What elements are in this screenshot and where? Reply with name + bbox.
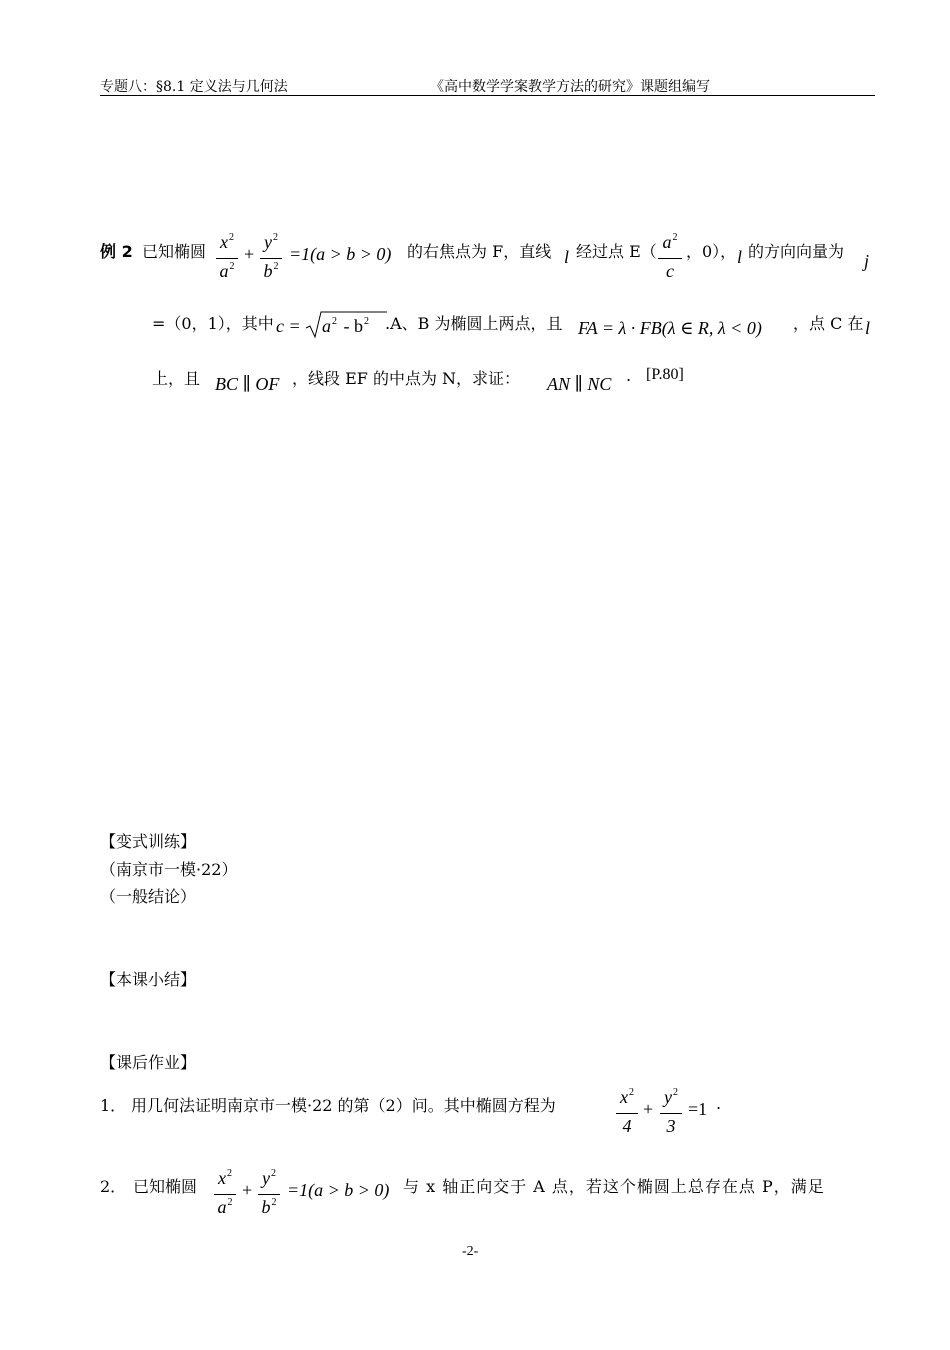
plus-sign: + (244, 244, 255, 264)
fraction-x2-4: $x^2$ 4 (616, 1087, 638, 1136)
line-l: l (564, 247, 570, 267)
example-text: . (626, 366, 632, 385)
variant-line: （一般结论） (100, 887, 197, 906)
ellipse-rhs: =1(a > b > 0) (287, 1180, 390, 1200)
fraction-x2-a2: $x^2$ $a^2$ (214, 1168, 236, 1221)
parallel-bc-of: BC ∥ OF (215, 374, 280, 394)
header-rule (100, 95, 875, 96)
equation-rhs: =1 (688, 1099, 708, 1119)
parallel-an-nc: AN ∥ NC (547, 374, 612, 394)
homework-number: 1． (100, 1096, 127, 1115)
fraction-y2-3: $y^2$ 3 (660, 1087, 682, 1136)
vector-j: j (864, 251, 870, 271)
vector-equation: FA = λ · FB(λ ∈ R, λ < 0) (578, 318, 762, 338)
example-text: 的方向向量为 (748, 242, 845, 261)
homework-text: 与 x 轴正向交于 A 点，若这个椭圆上总存在点 P，满足 (403, 1177, 825, 1196)
fraction-x2-a2: $x^2$ $a^2$ (216, 232, 238, 285)
fraction-y2-b2: $y^2$ $b^2$ (258, 1168, 280, 1221)
homework-text: 用几何法证明南京市一模·22 的第（2）问。其中椭圆方程为 (131, 1096, 556, 1115)
example-text: ，线段 EF 的中点为 N，求证： (292, 369, 521, 388)
line-l: l (865, 318, 871, 338)
summary-heading: 【本课小结】 (100, 970, 197, 989)
variant-line: （南京市一模·22） (100, 860, 238, 879)
header-left: 专题八：§8.1 定义法与几何法 (100, 79, 288, 95)
homework-number: 2． (100, 1177, 127, 1196)
header-right: 《高中数学学案教学方法的研究》课题组编写 (430, 79, 710, 95)
example-text: ，点 C 在 (793, 314, 864, 333)
example-text: =（0，1），其中 (152, 314, 274, 333)
ellipse-rhs: =1(a > b > 0) (289, 244, 392, 264)
page-reference: [P.80] (646, 366, 684, 383)
example-text: 经过点 E（ (576, 242, 657, 261)
homework-text: 已知椭圆 (133, 1177, 198, 1196)
example-text: .A、B 为椭圆上两点，且 (385, 314, 563, 333)
plus-sign: + (242, 1180, 253, 1200)
example-text: 已知椭圆 (142, 242, 207, 261)
variant-heading: 【变式训练】 (100, 832, 197, 851)
example-label: 例 2 (100, 242, 133, 261)
plus-sign: + (643, 1099, 654, 1119)
c-equation-lhs: c = (276, 316, 301, 336)
line-l: l (737, 247, 743, 267)
fraction-a2-c: $a^2$ c (658, 232, 682, 281)
equation-dot: . (716, 1094, 722, 1113)
example-text: ，0）， (686, 242, 737, 261)
example-text: 的右焦点为 F，直线 (407, 242, 552, 261)
sqrt-radicand: $a^2 - b^2$ (322, 316, 369, 336)
homework-heading: 【课后作业】 (100, 1053, 197, 1072)
page-number: -2- (462, 1244, 479, 1259)
example-text: 上，且 (152, 369, 201, 388)
fraction-y2-b2: $y^2$ $b^2$ (260, 232, 282, 285)
